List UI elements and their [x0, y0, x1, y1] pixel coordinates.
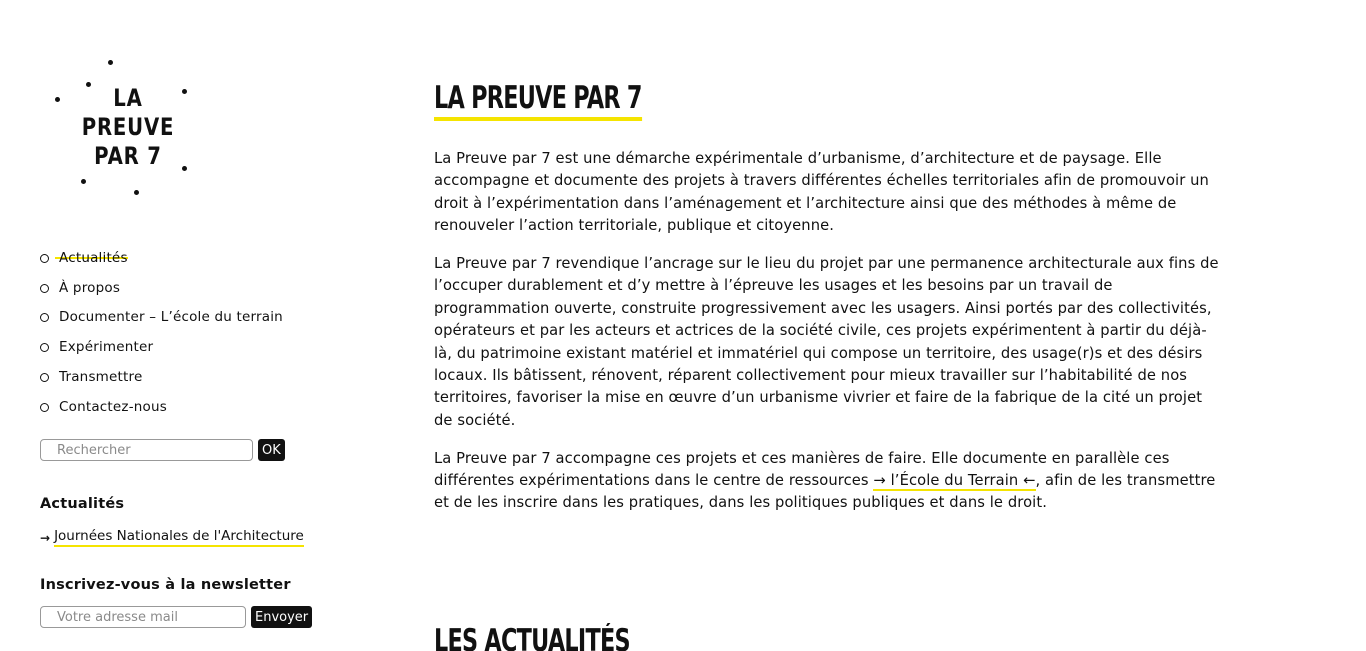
main-nav: [40, 243, 283, 422]
nav-item-experimenter[interactable]: [40, 332, 283, 362]
circle-bullet-icon: [40, 403, 49, 412]
logo-line: PAR 7: [94, 142, 162, 170]
nav-item-label: Actualités: [55, 250, 128, 266]
nav-item-documenter[interactable]: [40, 303, 283, 333]
nav-item-actualites[interactable]: [40, 243, 283, 273]
logo-dot: [81, 179, 86, 184]
logo-dot: [55, 97, 60, 102]
logo-line: LA: [113, 84, 143, 112]
newsletter-form: [40, 606, 312, 628]
nav-item-label: Contactez-nous: [59, 398, 167, 415]
intro-text: [434, 148, 1224, 530]
ecole-du-terrain-link[interactable]: → l’École du Terrain ←: [873, 472, 1036, 490]
site-logo[interactable]: [54, 60, 190, 198]
logo-line: PREUVE: [81, 113, 175, 141]
search-submit-button[interactable]: OK: [258, 439, 285, 461]
newsletter-email-input[interactable]: [40, 606, 246, 628]
logo-wordmark: [67, 84, 188, 171]
newsletter-heading: Inscrivez-vous à la newsletter: [40, 577, 291, 593]
logo-dot: [108, 60, 113, 65]
arrow-right-icon: →: [40, 530, 51, 545]
circle-bullet-icon: [40, 343, 49, 352]
nav-item-transmettre[interactable]: [40, 362, 283, 392]
circle-bullet-icon: [40, 284, 49, 293]
intro-paragraph: [434, 448, 1224, 515]
nav-item-label: Transmettre: [59, 369, 143, 386]
circle-bullet-icon: [40, 313, 49, 322]
nav-item-contact[interactable]: [40, 392, 283, 422]
intro-paragraph: La Preuve par 7 revendique l’ancrage sur le lieu du projet par une permanence architecturale aux fins de l’occuper durablement et d’y mettre à l’épreuve les usages et les besoins par un travail de programmation ouverte, construite progressivement avec les usagers. Ainsi portés par des collectivités, opérateurs et par les acteurs et actrices de la société civile, ces projets expérimentent à partir du déjà-là, du patrimoine existant matériel et immatériel qui compose un territoire, des usage(r)s et des désirs locaux. Ils bâtissent, rénovent, réparent collectivement pour mieux travailler sur l’habitabilité de nos territoires, favoriser la mise en œuvre d’un urbanisme vivrier et faire de la fabrique de la cité un projet de société.: [434, 255, 1219, 429]
search-form: [40, 439, 285, 461]
paragraph-text: La Preuve par 7 accompagne ces projets et ces manières de faire. Elle documente en parallèle ces différentes expérimentations dans le centre de ressources: [434, 449, 1170, 490]
nav-item-label: Expérimenter: [59, 339, 154, 356]
page-title: LA PREUVE PAR 7: [434, 80, 642, 121]
paragraph-text: , afin de les transmettre et de les inscrire dans les pratiques, dans les politiques publiques et dans le droit.: [434, 472, 1216, 512]
circle-bullet-icon: [40, 373, 49, 382]
nav-item-a-propos[interactable]: [40, 273, 283, 303]
logo-dot: [134, 190, 139, 195]
newsletter-submit-button[interactable]: Envoyer: [251, 606, 312, 628]
nav-item-label: Documenter – L’école du terrain: [59, 309, 283, 326]
search-input[interactable]: [40, 439, 253, 461]
sidebar-news-link[interactable]: [40, 528, 304, 547]
intro-paragraph: La Preuve par 7 est une démarche expérimentale d’urbanisme, d’architecture et de paysage. Elle accompagne et documente des projets à travers différentes échelles territoriales afin de promouvoir un droit à l’expérimentation dans l’aménagement et l’architecture ainsi que des méthodes à même de renouveler l’action territoriale, publique et citoyenne.: [434, 150, 1209, 235]
news-section-title: LES ACTUALITÉS: [434, 623, 630, 651]
sidebar-news-link-label: Journées Nationales de l'Architecture: [54, 528, 304, 547]
sidebar-news-heading: Actualités: [40, 496, 125, 512]
circle-bullet-icon: [40, 254, 49, 263]
nav-item-label: À propos: [59, 279, 121, 296]
